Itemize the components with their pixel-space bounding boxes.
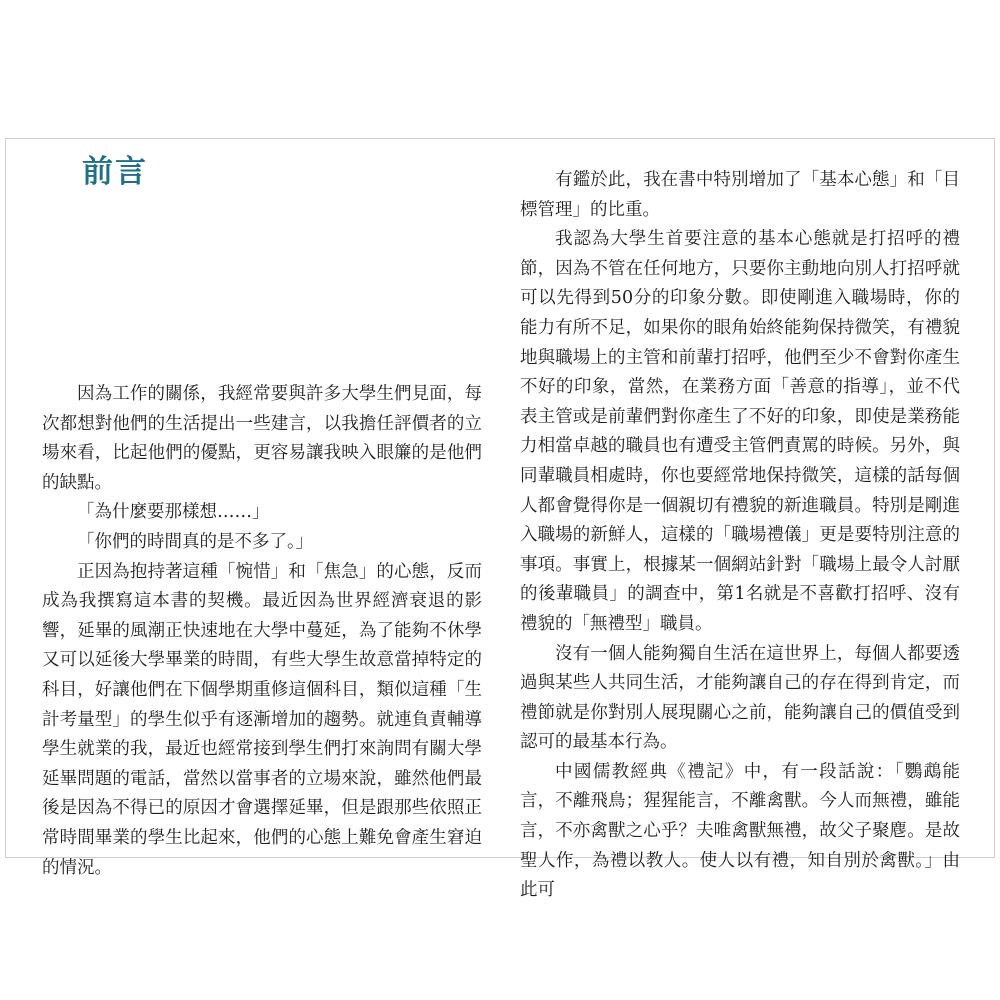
paragraph: 正因為抱持著這種「惋惜」和「焦急」的心態，反而成為我撰寫這本書的契機。最近因為世界經濟衰退的影響，延畢的風潮正快速地在大學中蔓延，為了能夠不休學又可以延後大學畢業的時間，有些大學生故意當掉特定的科目，好讓他們在下個學期重修這個科目，類似這種「生計考量型」的學生似乎有逐漸增加的趨勢。就連負責輔導學生就業的我，最近也經常接到學生們打來詢問有關大學延畢問題的電話，當然以當事者的立場來說，雖然他們最後是因為不得已的原因才會選擇延畢，但是跟那些依照正常時間畢業的學生比起來，他們的心態上難免會產生窘迫的情況。 — [42, 561, 482, 878]
paragraph: 有鑑於此，我在書中特別增加了「基本心態」和「目標管理」的比重。 — [520, 170, 960, 220]
left-column — [42, 380, 482, 883]
page-title: 前言 — [82, 154, 148, 190]
paragraph: 我認為大學生首要注意的基本心態就是打招呼的禮節，因為不管在任何地方，只要你主動地向別人打招呼就可以先得到50分的印象分數。即使剛進入職場時，你的能力有所不足，如果你的眼角始終能夠保持微笑，有禮貌地與職場上的主管和前輩打招呼，他們至少不會對你產生不好的印象，當然，在業務方面「善意的指導」，並不代表主管或是前輩們對你產生了不好的印象，即使是業務能力相當卓越的職員也有遭受主管們責罵的時候。另外，與同輩職員相處時，你也要經常地保持微笑，這樣的話每個人都會覺得你是一個親切有禮貌的新進職員。特別是剛進入職場的新鮮人，這樣的「職場禮儀」更是要特別注意的事項。事實上，根據某一個網站針對「職場上最令人討厭的後輩職員」的調查中，第1名就是不喜歡打招呼、沒有禮貌的「無禮型」職員。 — [520, 229, 960, 634]
paragraph: 「你們的時間真的是不多了。」 — [77, 531, 314, 552]
paragraph: 中國儒教經典《禮記》中，有一段話說：「鸚鵡能言，不離飛鳥；猩猩能言，不離禽獸。今人而無禮，雖能言，不亦禽獸之心乎？夫唯禽獸無禮，故父子聚麀。是故聖人作，為禮以教人。使人以有禮，知自別於禽獸。」由此可 — [520, 761, 960, 901]
paragraph: 因為工作的關係，我經常要與許多大學生們見面，每次都想對他們的生活提出一些建言，以我擔任評價者的立場來看，比起他們的優點，更容易讓我映入眼簾的是他們的缺點。 — [42, 384, 482, 493]
paragraph: 沒有一個人能夠獨自生活在這世界上，每個人都要透過與某些人共同生活，才能夠讓自己的存在得到肯定，而禮節就是你對別人展現關心之前，能夠讓自己的價值受到認可的最基本行為。 — [520, 643, 960, 753]
right-column — [520, 166, 960, 906]
paragraph: 「為什麼要那樣想……」 — [77, 502, 270, 523]
